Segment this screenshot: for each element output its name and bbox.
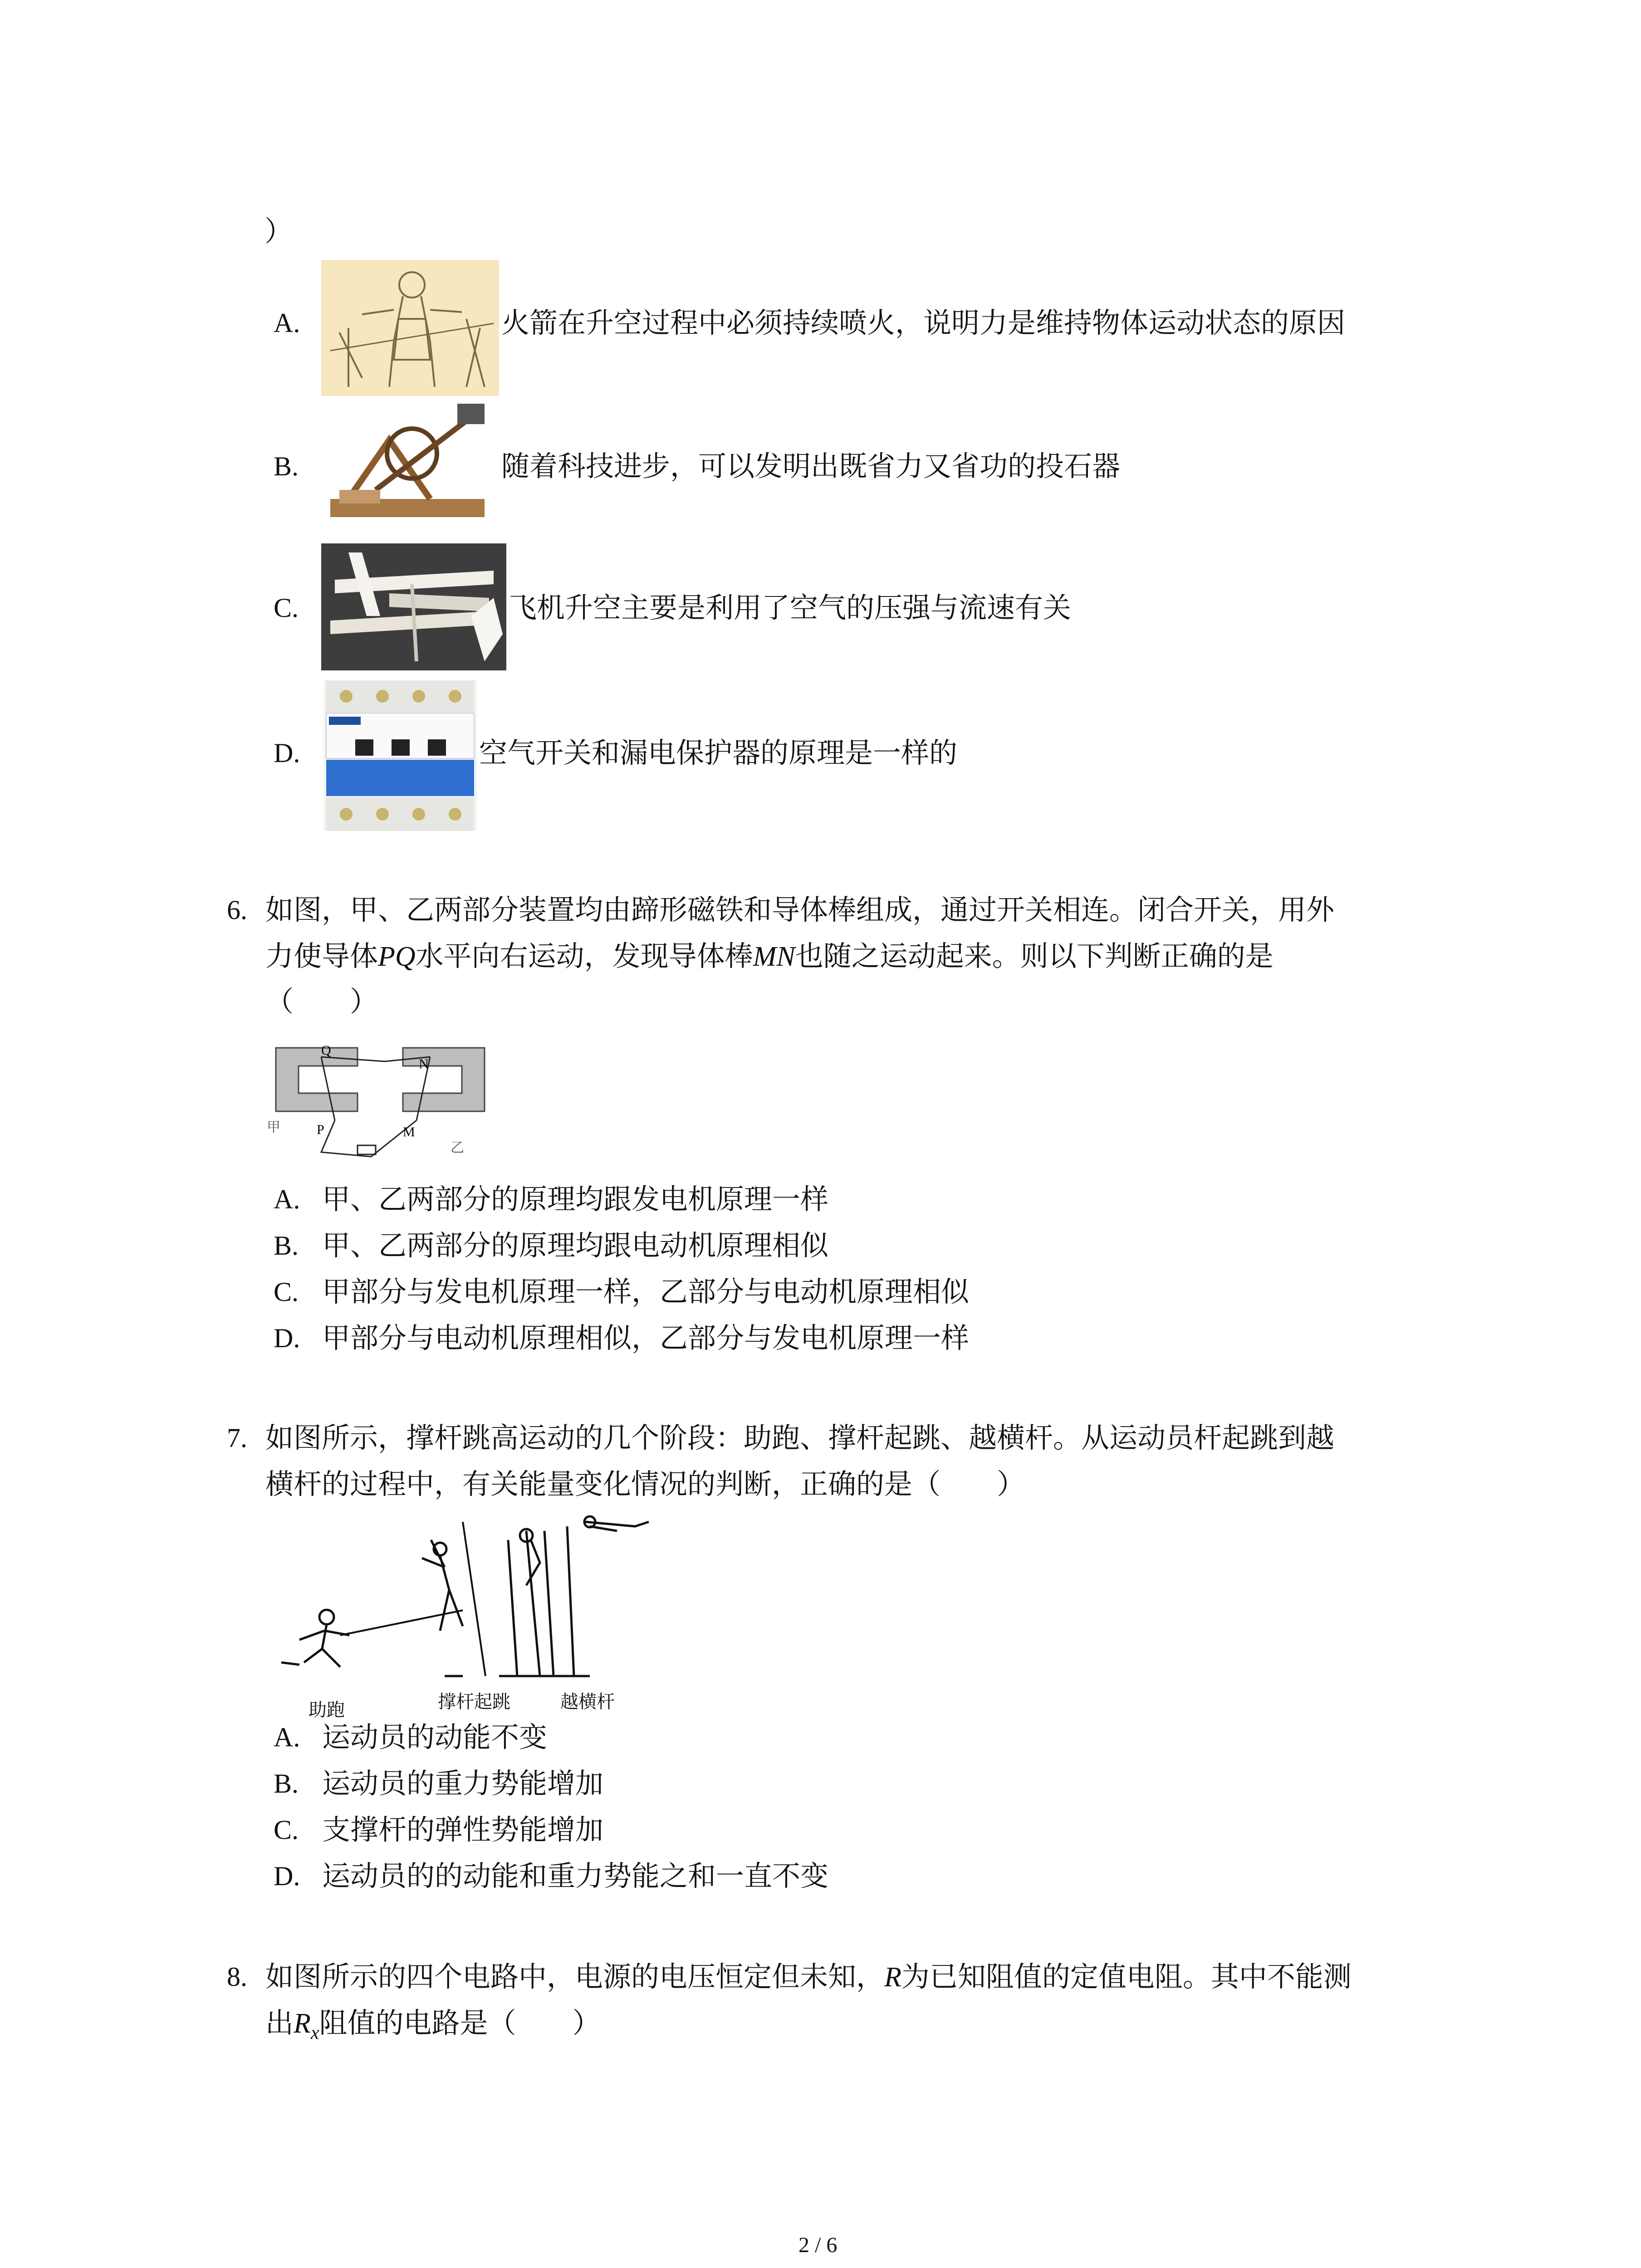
- q7-option-c-text: 支撑杆的弹性势能增加: [322, 1813, 604, 1846]
- q6-answer-paren: （ ）: [265, 985, 378, 1018]
- q5-option-d-label: D.: [274, 738, 300, 768]
- q8-stem-line1: 如图所示的四个电路中，电源的电压恒定但未知，R为已知阻值的定值电阻。其中不能测: [265, 1960, 1352, 1993]
- q5-option-c-text: 飞机升空主要是利用了空气的压强与流速有关: [509, 591, 1072, 624]
- q5-option-b-label: B.: [274, 451, 299, 481]
- model-airplane-photo: [321, 543, 506, 670]
- q6-option-c-label: C.: [274, 1277, 299, 1307]
- q6-stem-line1: 如图，甲、乙两部分装置均由蹄形磁铁和导体棒组成，通过开关相连。闭合开关，用外: [265, 893, 1335, 926]
- q6-option-d-text: 甲部分与电动机原理相似，乙部分与发电机原理一样: [322, 1321, 970, 1354]
- q7-stem-line1: 如图所示，撑杆跳高运动的几个阶段：助跑、撑杆起跳、越横杆。从运动员杆起跳到越: [265, 1421, 1335, 1454]
- q7-option-d-label: D.: [274, 1861, 300, 1891]
- caption-run-up: 助跑: [309, 1700, 345, 1721]
- q6-option-b-label: B.: [274, 1231, 299, 1261]
- caption-pole-takeoff: 撑杆起跳: [438, 1691, 510, 1712]
- fig-label-jia: 甲: [267, 1119, 280, 1135]
- fig-label-yi: 乙: [451, 1140, 464, 1156]
- q7-option-c-label: C.: [274, 1815, 299, 1845]
- q5-option-c-label: C.: [274, 593, 299, 623]
- q6-option-b-text: 甲、乙两部分的原理均跟电动机原理相似: [322, 1229, 829, 1262]
- page-number: 2 / 6: [798, 2233, 838, 2257]
- q6-option-a-label: A.: [274, 1184, 300, 1214]
- q7-option-b-text: 运动员的重力势能增加: [322, 1767, 604, 1800]
- q7-option-a-text: 运动员的动能不变: [322, 1721, 548, 1754]
- q5-option-a-label: A.: [274, 308, 300, 338]
- q5-closing-paren: ）: [265, 215, 293, 248]
- q6-option-d-label: D.: [274, 1323, 300, 1353]
- q6-option-a-text: 甲、乙两部分的原理均跟发电机原理一样: [322, 1183, 829, 1216]
- q6-option-c-text: 甲部分与发电机原理一样，乙部分与电动机原理相似: [322, 1275, 970, 1308]
- q7-number: 7.: [227, 1423, 247, 1453]
- fig-label-m: M: [403, 1124, 415, 1139]
- fig-label-p: P: [317, 1122, 324, 1137]
- catapult-model-photo: [321, 399, 499, 528]
- ancient-rocket-illustration: [321, 260, 499, 396]
- q7-option-a-label: A.: [274, 1722, 300, 1752]
- magnet-conductor-apparatus-figure: [267, 1030, 503, 1166]
- q7-stem-line2: 横杆的过程中，有关能量变化情况的判断，正确的是（ ）: [265, 1467, 1025, 1501]
- q6-stem-line2: 力使导体PQ水平向右运动，发现导体棒MN也随之运动起来。则以下判断正确的是: [265, 939, 1274, 973]
- q7-option-b-label: B.: [274, 1769, 299, 1799]
- q7-option-d-text: 运动员的的动能和重力势能之和一直不变: [322, 1859, 829, 1892]
- caption-bar-clearance: 越横杆: [560, 1691, 615, 1712]
- q6-number: 6.: [227, 895, 247, 925]
- q8-number: 8.: [227, 1962, 247, 1992]
- q5-option-d-text: 空气开关和漏电保护器的原理是一样的: [479, 736, 958, 769]
- pole-vault-stages-figure: [272, 1513, 690, 1708]
- circuit-breaker-photo: [323, 680, 477, 831]
- q5-option-b-text: 随着科技进步，可以发明出既省力又省功的投石器: [501, 450, 1121, 483]
- fig-label-n: N: [419, 1056, 429, 1071]
- q8-stem-line2: 出$R_x$阻值的电路是（ ）: [265, 2006, 601, 2043]
- q5-option-a-text: 火箭在升空过程中必须持续喷火，说明力是维持物体运动状态的原因: [501, 306, 1346, 339]
- fig-label-q: Q: [321, 1043, 331, 1058]
